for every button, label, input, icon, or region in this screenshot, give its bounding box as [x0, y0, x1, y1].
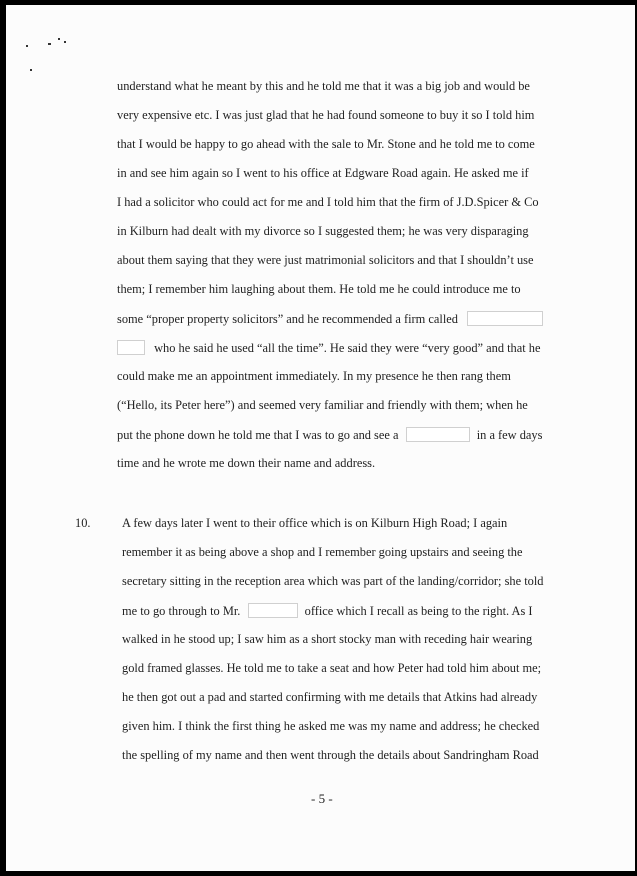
paragraph-line-text: who he said he used “all the time”. He said they were “very good” and that he: [154, 341, 541, 355]
paragraph-number: 10.: [75, 516, 91, 530]
paragraph-line: given him. I think the first thing he asked me was my name and address; he checked: [122, 719, 540, 733]
paragraph-line: remember it as being above a shop and I remember going upstairs and seeing the: [122, 545, 523, 559]
paragraph-line: about them saying that they were just matrimonial solicitors and that I shouldn’t use: [117, 253, 534, 267]
paragraph-line: could make me an appointment immediately. In my presence he then rang them: [117, 369, 511, 383]
redaction-box: [117, 340, 145, 355]
redaction-box: [467, 311, 543, 326]
paragraph-line: the spelling of my name and then went through the details about Sandringham Road: [122, 748, 539, 762]
paragraph-line: [117, 311, 543, 327]
paragraph-line: them; I remember him laughing about them. He told me he could introduce me to: [117, 282, 521, 296]
redaction-box: [406, 427, 470, 442]
paragraph-line: (“Hello, its Peter here”) and seemed very familiar and friendly with them; when he: [117, 398, 528, 412]
paragraph-line: in Kilburn had dealt with my divorce so I suggested them; he was very disparaging: [117, 224, 529, 238]
paragraph-line: very expensive etc. I was just glad that he had found someone to buy it so I told him: [117, 108, 535, 122]
paragraph-line: that I would be happy to go ahead with the sale to Mr. Stone and he told me to come: [117, 137, 535, 151]
paragraph-line-text: some “proper property solicitors” and he recommended a firm called: [117, 312, 458, 326]
paragraph-line: [122, 603, 533, 619]
paragraph-line-text: put the phone down he told me that I was to go and see a: [117, 428, 399, 442]
paragraph-line: in and see him again so I went to his office at Edgware Road again. He asked me if: [117, 166, 529, 180]
paragraph-line: time and he wrote me down their name and address.: [117, 456, 376, 470]
paragraph-line: [117, 340, 541, 356]
document-page: [6, 5, 635, 871]
redaction-box: [248, 603, 298, 618]
paragraph-line: understand what he meant by this and he told me that it was a big job and would be: [117, 79, 530, 93]
paragraph-line: he then got out a pad and started confirming with me details that Atkins had already: [122, 690, 538, 704]
paragraph-line: I had a solicitor who could act for me and I told him that the firm of J.D.Spicer & Co: [117, 195, 539, 209]
paragraph-line: gold framed glasses. He told me to take a seat and how Peter had told him about me;: [122, 661, 542, 675]
paragraph-line: secretary sitting in the reception area which was part of the landing/corridor; she told: [122, 574, 544, 588]
paragraph-line: [117, 427, 542, 443]
paragraph-line-text: in a few days: [476, 428, 543, 442]
page-number: - 5 -: [311, 791, 333, 806]
paragraph-line: A few days later I went to their office which is on Kilburn High Road; I again: [122, 516, 508, 530]
paragraph-line: walked in he stood up; I saw him as a short stocky man with receding hair wearing: [122, 632, 533, 646]
paragraph-line-text: office which I recall as being to the right. As I: [304, 604, 533, 618]
paragraph-line-text: me to go through to Mr.: [122, 604, 241, 618]
